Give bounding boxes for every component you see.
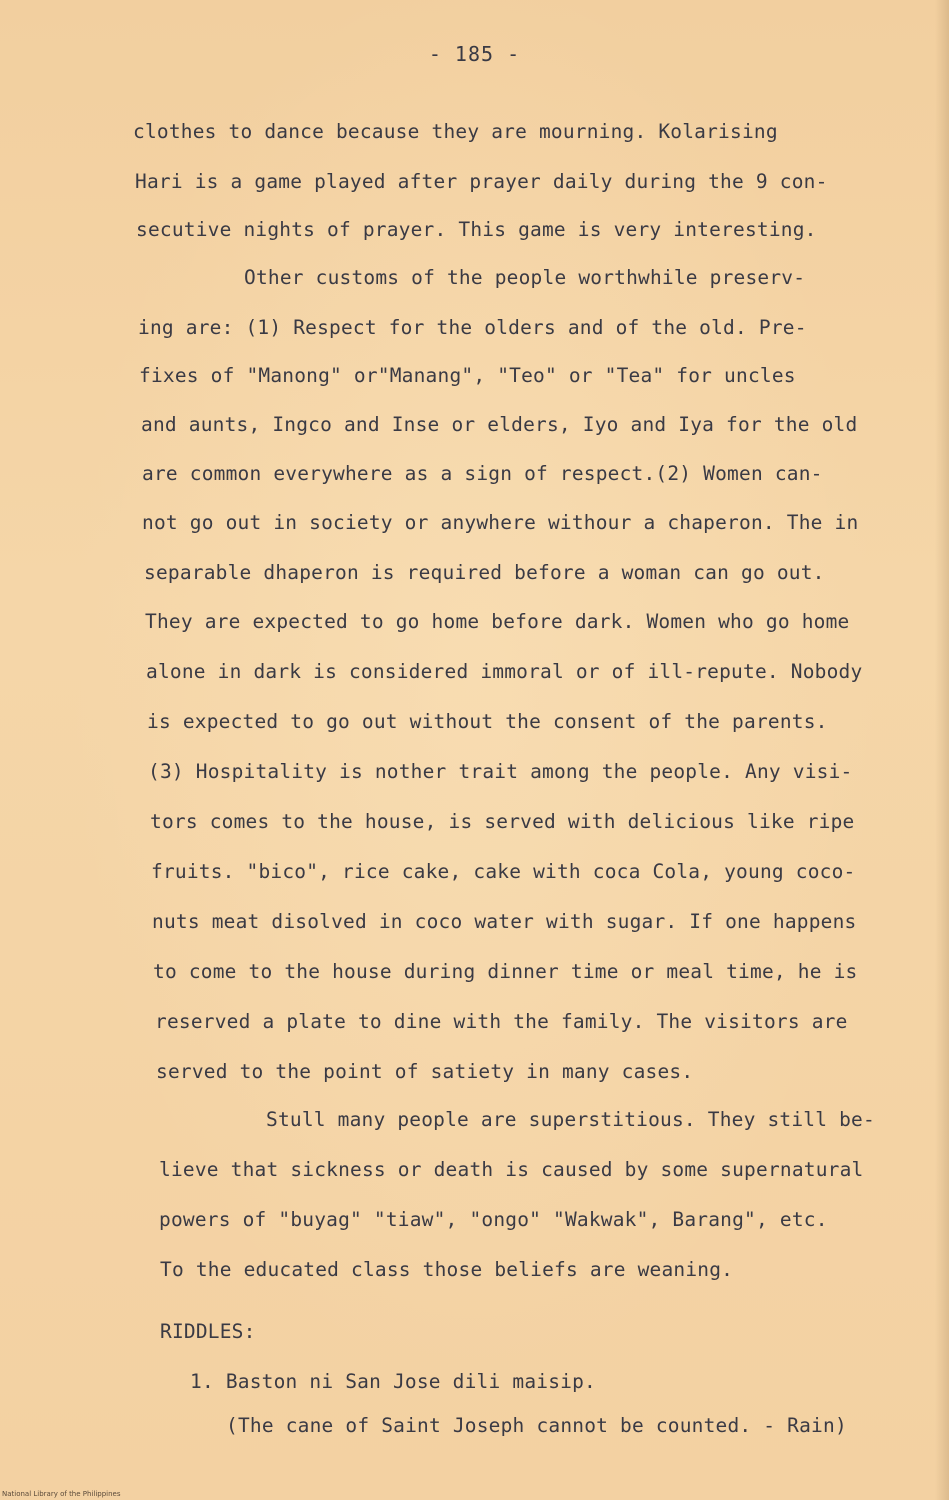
text-line: (3) Hospitality is nother trait among the people. Any visi- xyxy=(148,760,853,783)
text-line: lieve that sickness or death is caused by some supernatural xyxy=(159,1158,864,1181)
page-number: - 185 - xyxy=(428,42,521,66)
text-line: fixes of "Manong" or"Manang", "Teo" or "Tea" for uncles xyxy=(139,364,796,387)
text-line: Hari is a game played after prayer daily during the 9 con- xyxy=(135,170,828,193)
riddle-item: 1. Baston ni San Jose dili maisip. xyxy=(190,1370,596,1393)
text-line: and aunts, Ingco and Inse or elders, Iyo and Iya for the old xyxy=(141,413,858,436)
text-line: To the educated class those beliefs are weaning. xyxy=(160,1258,734,1281)
text-line: not go out in society or anywhere withour a chaperon. The in xyxy=(142,511,859,534)
text-line: nuts meat disolved in coco water with sugar. If one happens xyxy=(152,910,857,933)
text-line: served to the point of satiety in many cases. xyxy=(156,1060,694,1083)
text-line: fruits. "bico", rice cake, cake with coca Cola, young coco- xyxy=(151,860,856,883)
text-line: are common everywhere as a sign of respect.(2) Women can- xyxy=(142,462,823,485)
text-line: secutive nights of prayer. This game is very interesting. xyxy=(136,218,817,241)
text-line: clothes to dance because they are mourning. Kolarising xyxy=(133,120,778,143)
text-line: alone in dark is considered immoral or of ill-repute. Nobody xyxy=(146,660,863,683)
page-edge-shadow xyxy=(935,0,949,1500)
text-line: tors comes to the house, is served with delicious like ripe xyxy=(150,810,855,833)
riddle-translation: (The cane of Saint Joseph cannot be counted. - Rain) xyxy=(226,1414,847,1437)
library-footer: National Library of the Philippines xyxy=(2,1490,121,1498)
text-line: powers of "buyag" "tiaw", "ongo" "Wakwak", Barang", etc. xyxy=(159,1208,828,1231)
text-line: Other customs of the people worthwhile preserv- xyxy=(244,266,806,289)
text-line: to come to the house during dinner time or meal time, he is xyxy=(153,960,858,983)
text-line: reserved a plate to dine with the family. The visitors are xyxy=(155,1010,848,1033)
text-line: ing are: (1) Respect for the olders and of the old. Pre- xyxy=(138,316,807,339)
text-line: separable dhaperon is required before a woman can go out. xyxy=(144,561,825,584)
riddles-heading: RIDDLES: xyxy=(160,1320,256,1343)
text-line: is expected to go out without the consent of the parents. xyxy=(147,710,828,733)
text-line: Stull many people are superstitious. They still be- xyxy=(266,1108,875,1131)
text-line: They are expected to go home before dark. Women who go home xyxy=(145,610,850,633)
